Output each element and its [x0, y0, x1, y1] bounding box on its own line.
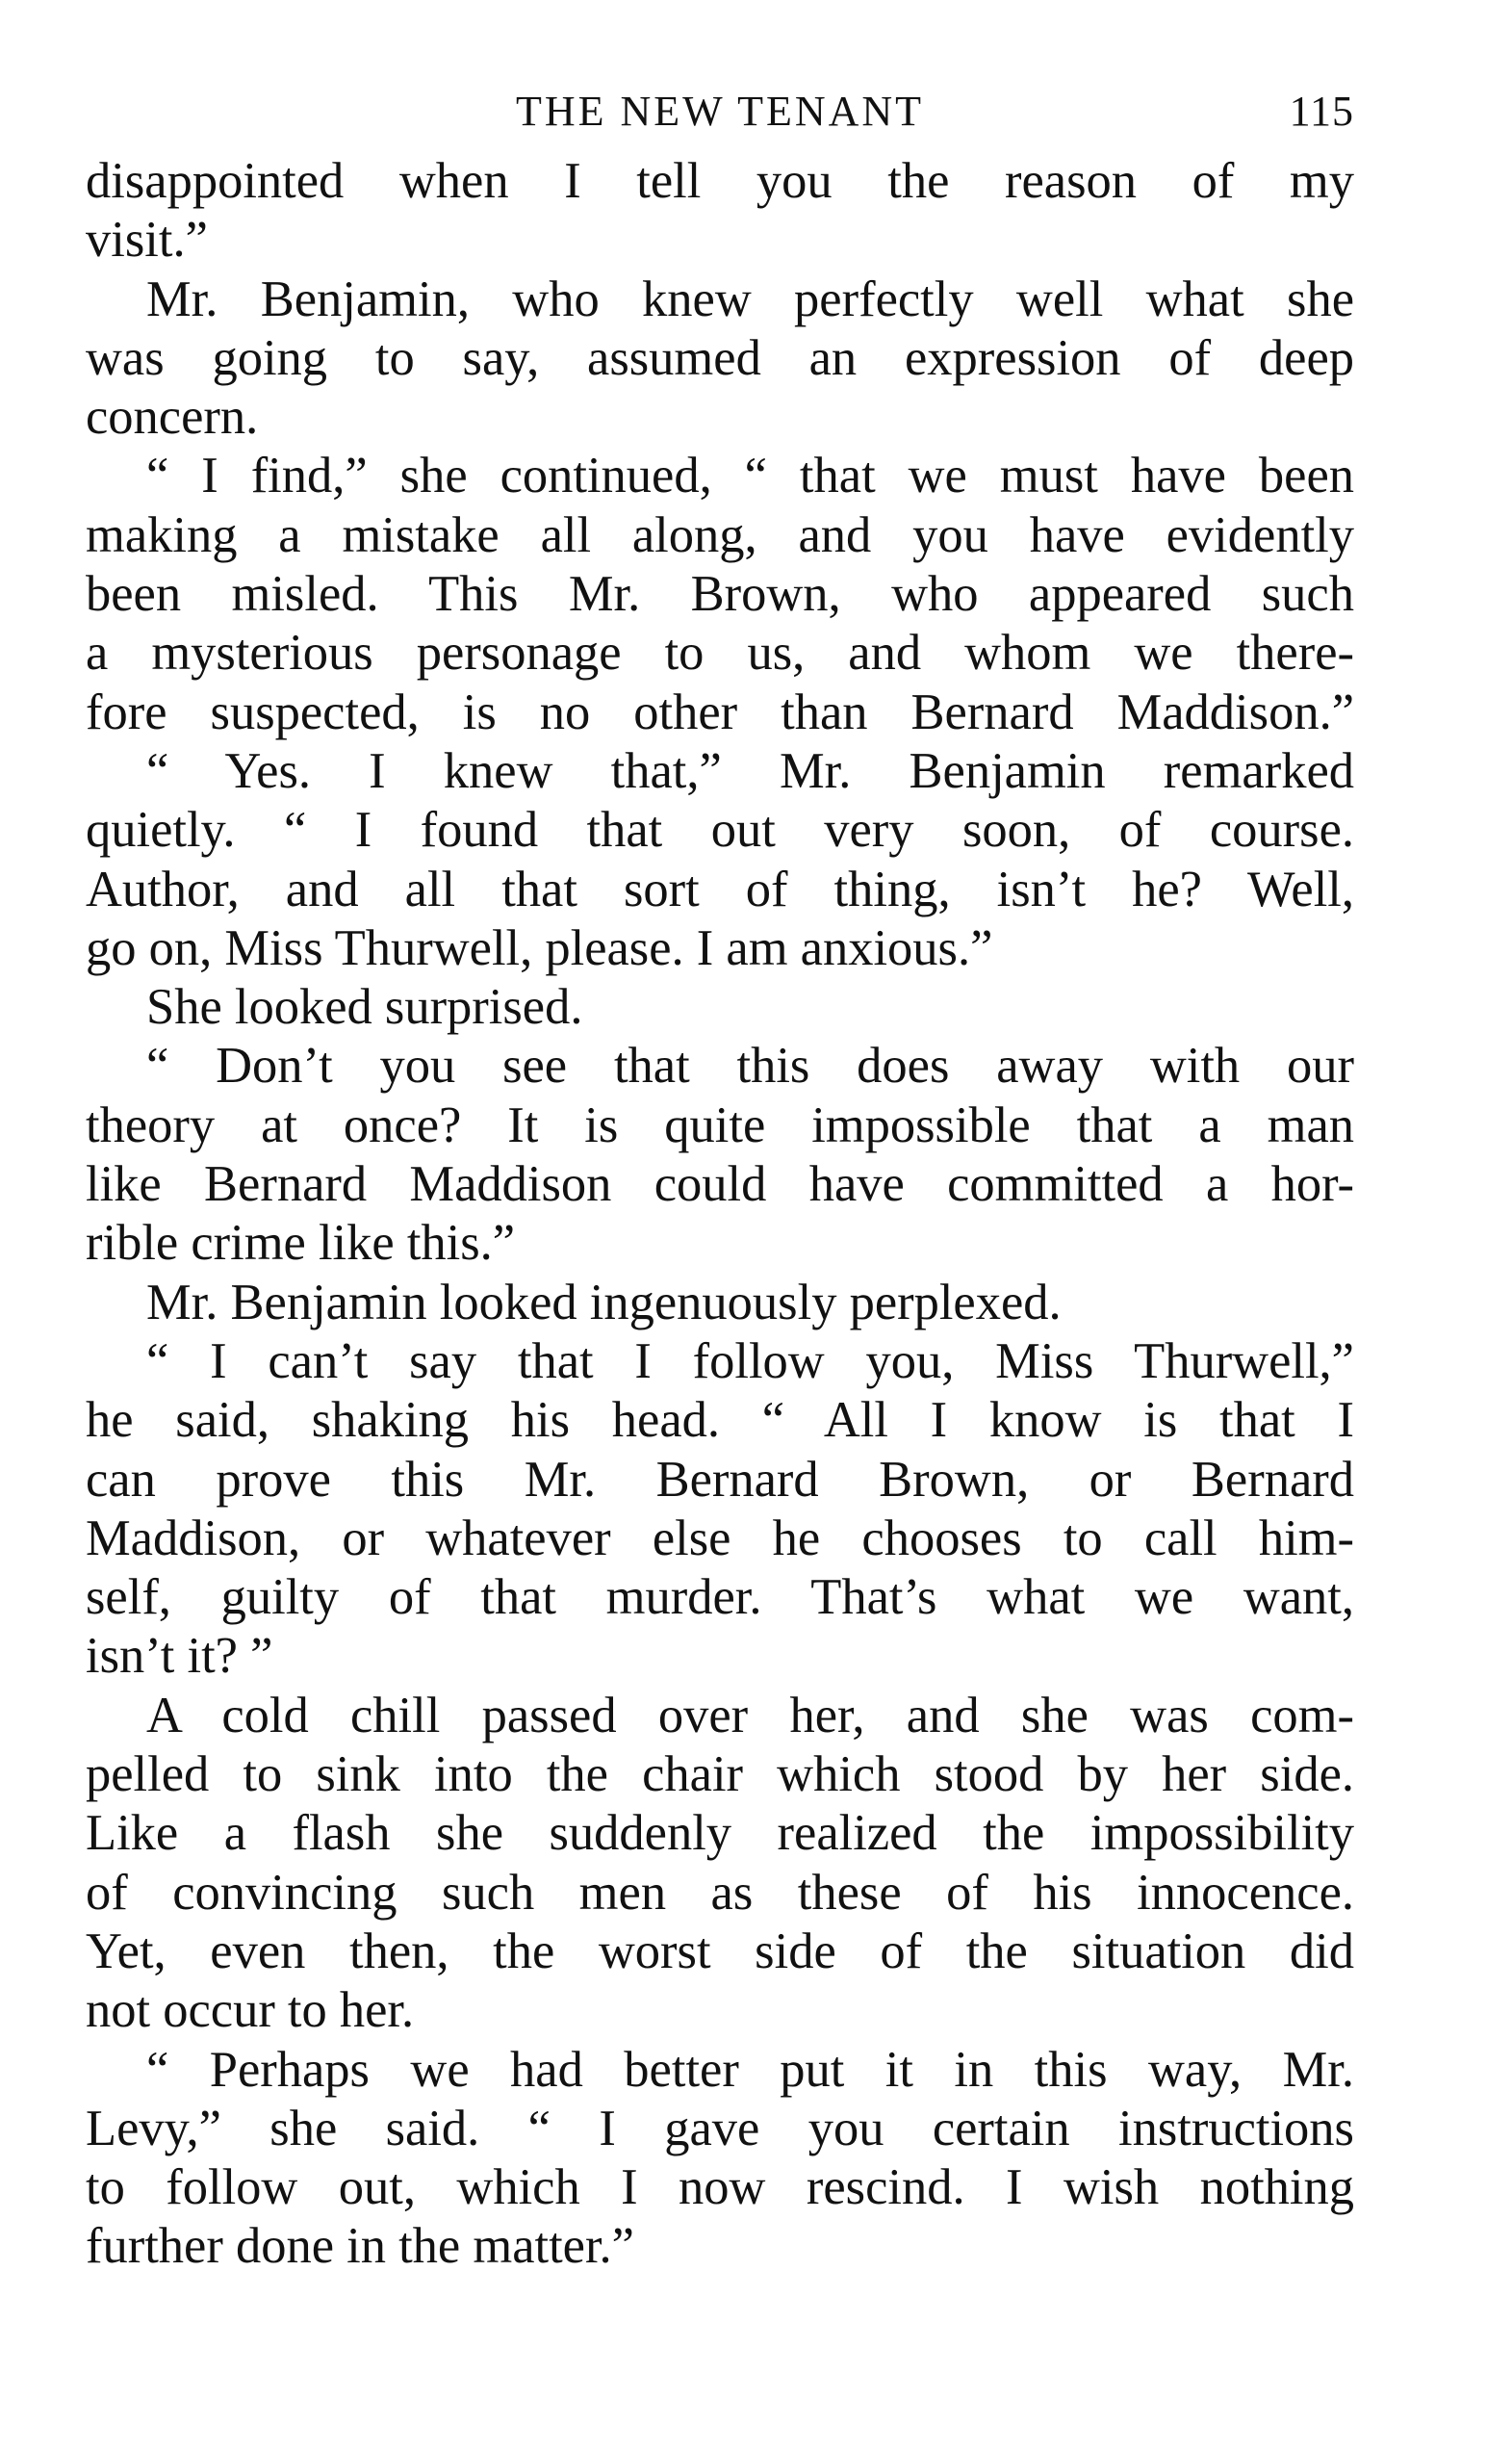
text-line: can prove this Mr. Bernard Brown, or Bernard	[86, 1451, 1354, 1508]
text-line: “ Don’t you see that this does away with our	[146, 1038, 1354, 1095]
text-line: Levy,” she said. “ I gave you certain instructions	[86, 2100, 1354, 2156]
text-line: theory at once? It is quite impossible that a man	[86, 1097, 1354, 1153]
text-line: Yet, even then, the worst side of the situation did	[86, 1923, 1354, 1979]
text-line: “ Yes. I knew that,” Mr. Benjamin remarked	[146, 742, 1354, 799]
text-line: of convincing such men as these of his innocence.	[86, 1864, 1354, 1921]
text-line: making a mistake all along, and you have evidently	[86, 506, 1354, 563]
text-line: A cold chill passed over her, and she was com-	[146, 1687, 1354, 1743]
running-title: THE NEW TENANT	[515, 88, 925, 135]
text-line: Like a flash she suddenly realized the impossibility	[86, 1805, 1354, 1862]
text-line: disappointed when I tell you the reason of my	[86, 153, 1354, 209]
text-line: quietly. “ I found that out very soon, of course.	[86, 802, 1354, 859]
text-line: a mysterious personage to us, and whom we there-	[86, 625, 1354, 682]
text-line: Mr. Benjamin looked ingenuously perplexed.	[146, 1274, 1062, 1330]
text-line: “ Perhaps we had better put it in this way, Mr.	[146, 2041, 1354, 2098]
text-line: not occur to her.	[86, 1982, 415, 2039]
text-line: rible crime like this.”	[86, 1215, 516, 1272]
text-line: been misled. This Mr. Brown, who appeared such	[86, 566, 1354, 623]
body-text	[86, 152, 1354, 2277]
text-line: fore suspected, is no other than Bernard Maddison.”	[86, 684, 1354, 740]
text-line: Maddison, or whatever else he chooses to call him-	[86, 1510, 1354, 1566]
text-line: Author, and all that sort of thing, isn’t he? Well,	[86, 861, 1354, 917]
text-line: “ I find,” she continued, “ that we must have been	[146, 448, 1354, 504]
text-line: was going to say, assumed an expression of deep	[86, 329, 1354, 386]
text-line: like Bernard Maddison could have committed a hor-	[86, 1156, 1354, 1213]
book-page	[86, 81, 1354, 2277]
text-line: “ I can’t say that I follow you, Miss Thurwell,”	[146, 1332, 1354, 1389]
text-line: visit.”	[86, 212, 208, 269]
text-line: to follow out, which I now rescind. I wish nothing	[86, 2159, 1354, 2216]
text-line: self, guilty of that murder. That’s what we want,	[86, 1569, 1354, 1626]
running-head	[86, 81, 1354, 142]
text-line: go on, Miss Thurwell, please. I am anxious.”	[86, 919, 993, 976]
page-number: 115	[1289, 88, 1354, 135]
text-line: pelled to sink into the chair which stood by her side.	[86, 1746, 1354, 1803]
text-line: further done in the matter.”	[86, 2218, 634, 2275]
text-line: isn’t it? ”	[86, 1628, 273, 1685]
text-line: Mr. Benjamin, who knew perfectly well what she	[146, 271, 1354, 327]
text-line: concern.	[86, 389, 259, 446]
text-line: She looked surprised.	[146, 979, 583, 1036]
text-line: he said, shaking his head. “ All I know is that I	[86, 1392, 1354, 1449]
